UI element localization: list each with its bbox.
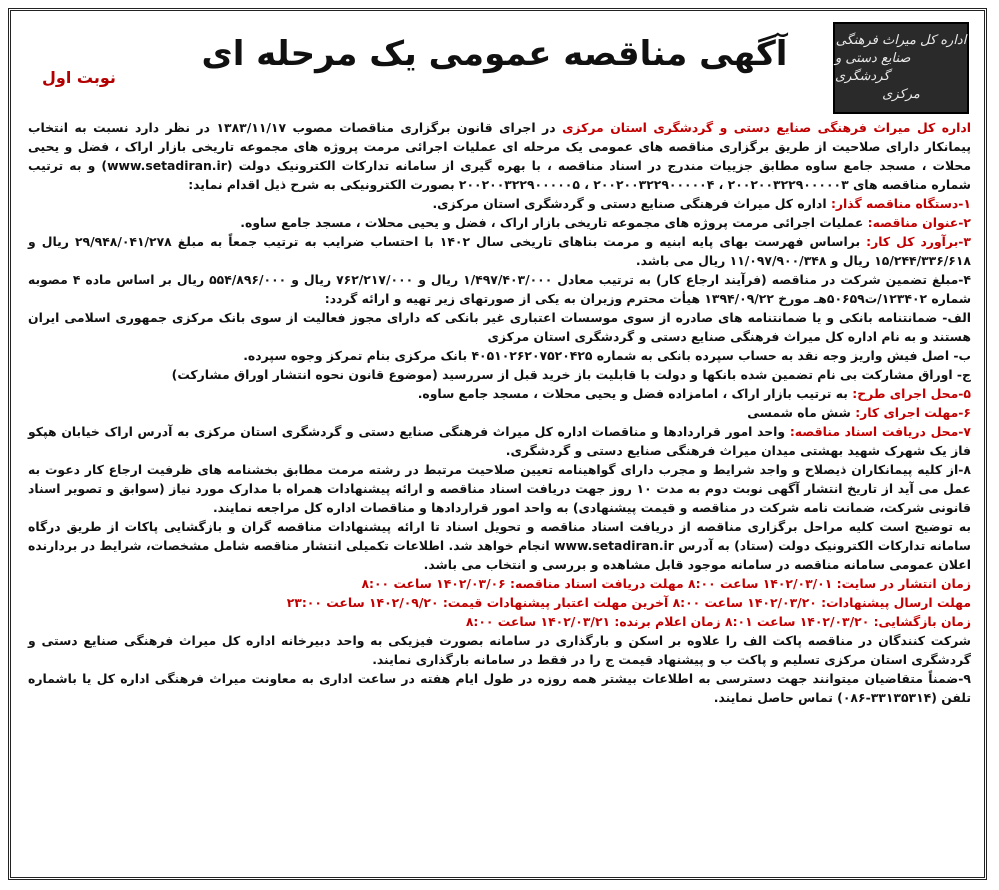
item-label: ۳-برآورد کل کار:: [866, 234, 971, 249]
item-2: [28, 213, 971, 232]
org-name: اداره کل میراث فرهنگی صنایع دستی و گردشگری استان مرکزی: [562, 120, 971, 135]
item-text: اداره کل میراث فرهنگی صنایع دستی و گردشگری استان مرکزی.: [432, 196, 827, 211]
item-label: ۱-دستگاه مناقصه گذار:: [830, 196, 971, 211]
item-label: ۶-مهلت اجرای کار:: [855, 405, 971, 420]
item-4-a: الف- ضمانتنامه بانکی و یا ضمانتنامه های صادره از سوی موسسات اعتباری غیر بانکی که دارای مجوز فعالیت از سوی بانک مرکزی جمهوری اسلامی ایران هستند و به نام اداره کل میراث فرهنگی صنایع دستی و گردشگری استان مرکزی: [28, 310, 971, 344]
intro-paragraph: [28, 118, 971, 194]
publication-round: نوبت اول: [42, 68, 116, 87]
item-label: ۵-محل اجرای طرح:: [852, 386, 971, 401]
date-line: زمان بازگشایی: ۱۴۰۲/۰۳/۲۰ ساعت ۸:۰۱ زمان اعلام برنده: ۱۴۰۲/۰۳/۲۱ ساعت ۸:۰۰: [465, 614, 971, 629]
item-4: ۴-مبلغ تضمین شرکت در مناقصه (فرآیند ارجاع کار) به ترتیب معادل ۱/۴۹۷/۴۰۳/۰۰۰ ریال و ۷۶۲/۲۱۷/۰۰۰ ریال و ۵۵۴/۸۹۶/۰۰۰ ریال بر اساس ماده ۴ مصوبه شماره ۱۲۳۴۰۲/ت۵۰۶۵۹هـ مورخ ۱۳۹۴/۰۹/۲۲ هیأت محترم وزیران به یکی از صورتهای زیر تهیه و ارائه گردد:: [28, 272, 971, 306]
ad-body: [28, 118, 971, 707]
dates-block: [28, 574, 971, 631]
item-label: ۷-محل دریافت اسناد مناقصه:: [789, 424, 971, 439]
item-3: [28, 232, 971, 270]
intro-text: در اجرای قانون برگزاری مناقصات مصوب ۱۳۸۳/۱۱/۱۷ در نظر دارد نسبت به انتخاب پیمانکار دارای صلاحیت از طریق برگزاری مناقصه های عمومی یک مرحله ای عملیات اجرائی مرمت پروژه های مجموعه تاریخی بازار اراک ، فضل و یحیی محلات ، مسجد جامع ساوه مطابق جزییات مندرج در اسناد مناقصه ، با بهره گیری از سامانه تدارکات الکترونیک دولت (www.setadiran.ir) و به ترتیب شماره مناقصه های ۲۰۰۲۰۰۳۲۲۹۰۰۰۰۰۳ ، ۲۰۰۲۰۰۳۲۲۹۰۰۰۰۰۴ ، ۲۰۰۲۰۰۳۲۲۹۰۰۰۰۰۵ بصورت الکترونیکی به شرح ذیل اقدام نماید:: [28, 120, 971, 192]
logo-line: مرکزی: [882, 87, 920, 102]
item-4-c: ج- اوراق مشارکت بی نام تضمین شده بانکها و دولت با قابلیت باز خرید قبل از سررسید (موضوع قانون نحوه انتشار اوراق مشارکت): [171, 367, 971, 382]
ad-title: آگهی مناقصه عمومی یک مرحله ای: [201, 34, 788, 74]
logo-line: اداره کل میراث فرهنگی: [835, 33, 967, 48]
ad-header: [12, 12, 987, 112]
item-7: [28, 422, 971, 460]
item-text: براساس فهرست بهای پایه ابنیه و مرمت بناهای تاریخی سال ۱۴۰۲ با احتساب ضرایب به ترتیب جمعاً به مبلغ ۲۹/۹۴۸/۰۴۱/۲۷۸ ریال و ۱۵/۲۴۴/۳۳۶/۶۱۸ ریال و ۱۱/۰۹۷/۹۰۰/۳۴۸ ریال می باشد.: [28, 234, 971, 268]
item-text: به ترتیب بازار اراک ، امامزاده فضل و یحیی محلات ، مسجد جامع ساوه.: [417, 386, 848, 401]
item-5: [28, 384, 971, 403]
item-text: عملیات اجرائی مرمت پروژه های مجموعه تاریخی بازار اراک ، فضل و یحیی محلات ، مسجد جامع ساوه.: [240, 215, 864, 230]
item-label: ۲-عنوان مناقصه:: [867, 215, 971, 230]
item-8: ۸-از کلیه پیمانکاران ذیصلاح و واجد شرایط و مجرب دارای گواهینامه تعیین صلاحیت مرتبط در رشته مرمت مطابق بخشنامه های ظرفیت ارجاع کار دعوت به عمل می آید از تاریخ انتشار آگهی نوبت دوم به مدت ۱۰ روز جهت دریافت اسناد مناقصه و ارائه پیشنهادات همراه با مدارک مورد نیاز (سوابق و تصویر اسناد قانونی شرکت، ضمانت نامه شرکت در مناقصه و قیمت پیشنهادی) به واحد امور قراردادها و مناقصات اداره کل مراجعه نمایند.: [28, 462, 972, 515]
date-line: زمان انتشار در سایت: ۱۴۰۲/۰۳/۰۱ ساعت ۸:۰۰ مهلت دریافت اسناد مناقصه: ۱۴۰۲/۰۳/۰۶ ساعت ۸:۰۰: [361, 576, 971, 591]
item-text: واحد امور قراردادها و مناقصات اداره کل میراث فرهنگی صنایع دستی و گردشگری استان مرکزی به آدرس اراک خیابان هپکو فاز یک شهرک شهید بهشتی میدان میراث فرهنگی صنایع دستی و گردشگری.: [28, 424, 971, 458]
item-6: [28, 403, 971, 422]
closing-paragraph: شرکت کنندگان در مناقصه پاکت الف را علاوه بر اسکن و بارگذاری در سامانه بصورت فیزیکی به واحد دبیرخانه اداره کل میراث فرهنگی صنایع دستی و گردشگری استان مرکزی تسلیم و پاکت ب و پیشنهاد قیمت ج را در فقط در سامانه بارگذاری نمایند.: [28, 633, 971, 667]
date-line: مهلت ارسال پیشنهادات: ۱۴۰۲/۰۳/۲۰ ساعت ۸:۰۰ آخرین مهلت اعتبار پیشنهادات قیمت: ۱۴۰۲/۰۹/۲۰ ساعت ۲۳:۰۰: [286, 595, 971, 610]
item-text: شش ماه شمسی: [747, 405, 851, 420]
item-1: [28, 194, 971, 213]
logo-line: صنایع دستی و گردشگری: [835, 51, 911, 84]
item-4-b: ب- اصل فیش واریز وجه نقد به حساب سپرده بانکی به شماره ۴۰۵۱۰۲۶۲۰۷۵۲۰۴۲۵ بانک مرکزی بنام تمرکز وجوه سپرده.: [243, 348, 971, 363]
note-paragraph: به توضیح است کلیه مراحل برگزاری مناقصه از دریافت اسناد مناقصه و تحویل اسناد تا ارائه پیشنهادات مناقصه گران و بازگشایی پاکات از طریق درگاه سامانه تدارکات الکترونیک دولت (ستاد) به آدرس www.setadiran.ir انجام خواهد شد. اطلاعات تکمیلی انتشار مناقصه شامل مشخصات، شرایط در بردارنده اعلان عمومی سامانه مناقصه در سامانه موجود قابل مشاهده و بررسی و انتخاب می باشد.: [28, 519, 971, 572]
organization-logo: [833, 22, 969, 114]
item-9: ۹-ضمناً متقاضیان میتوانند جهت دسترسی به اطلاعات بیشتر همه روزه در طول ایام هفته در ساعت اداری به معاونت میراث فرهنگی اداره کل یا باشماره تلفن (۳۳۱۳۵۳۱۴-۰۸۶) تماس حاصل نمایند.: [28, 671, 971, 705]
